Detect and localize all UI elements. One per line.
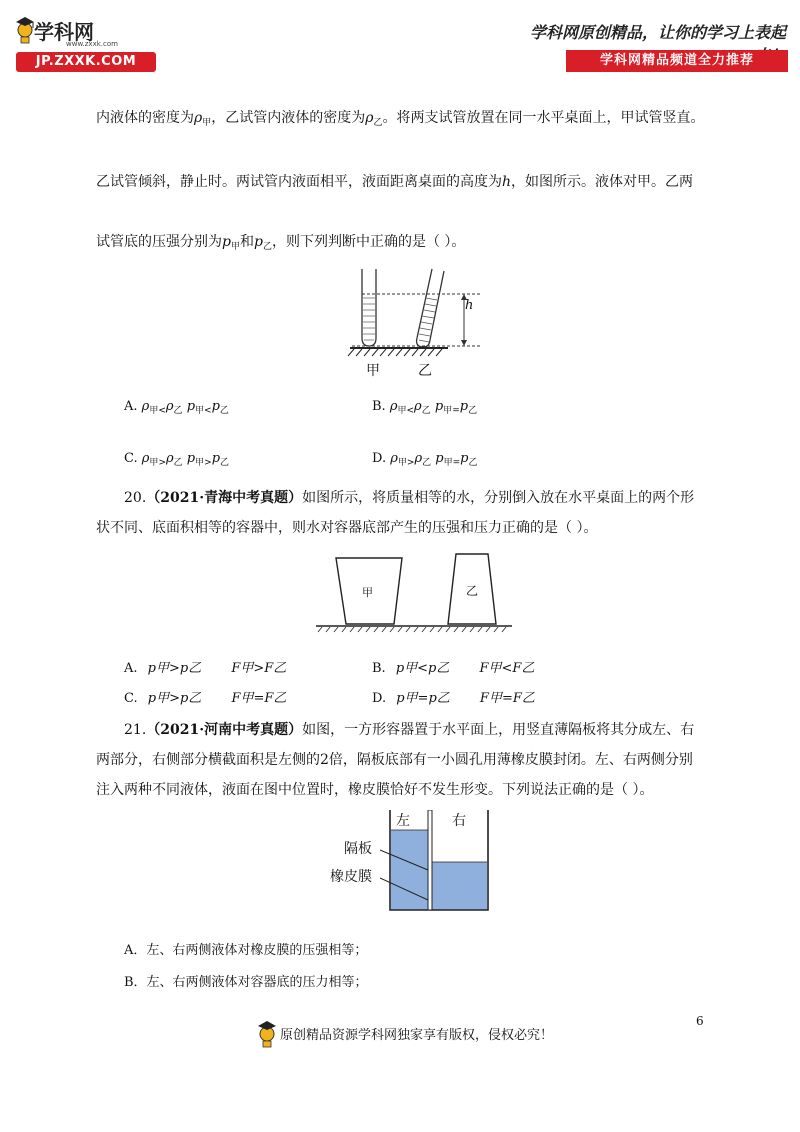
relation: < [204, 406, 212, 416]
rho-symbol: ρ [389, 399, 398, 414]
relation: = [452, 406, 460, 416]
option-pressure: p甲>p乙 [147, 691, 202, 706]
q19-text: 试管底的压强分别为 [96, 234, 222, 250]
option-label: B. [372, 661, 386, 676]
footer-copyright: 原创精品资源学科网独家享有版权，侵权必究！ [280, 1028, 554, 1043]
rho-symbol: ρ [165, 399, 174, 414]
subscript: 乙 [468, 406, 478, 416]
option-label: B. [372, 399, 386, 414]
subscript: 甲 [397, 458, 407, 468]
q19-text: 。将两支试管放置在同一水平桌面上，甲试管竖直。 [382, 110, 705, 126]
option-pressure: p甲<p乙 [395, 661, 450, 676]
q21-option-a[interactable]: A．左、右两侧液体对橡皮膜的压强相等； [124, 943, 368, 958]
q20-containers-figure [316, 550, 512, 636]
subscript: 甲 [230, 242, 240, 252]
q19-text: ，则下列判断中正确的是（ ）。 [271, 234, 466, 250]
q20-option-d[interactable] [372, 690, 535, 708]
relation: > [158, 458, 166, 468]
logo-url-badge: JP.ZXXK.COM [16, 52, 156, 72]
subscript: 乙 [422, 458, 432, 468]
relation: > [406, 458, 415, 468]
rho-symbol: ρ [141, 451, 150, 466]
q19-text: 乙试管倾斜，静止时。两试管内液面相平，液面距离桌面的高度为 [96, 174, 502, 190]
q20-fig-label-jia: 甲 [362, 586, 373, 599]
header-recommend-badge: 学科网精品频道全力推荐 [566, 50, 788, 72]
q19-fig-label-yi: 乙 [418, 363, 432, 379]
q20-line-1 [124, 488, 694, 508]
rho-symbol: ρ [141, 399, 150, 414]
q20-fig-label-yi: 乙 [466, 584, 479, 598]
rho-symbol: ρ [194, 110, 203, 126]
option-pressure: p甲=p乙 [396, 691, 450, 706]
subscript: 甲 [443, 406, 453, 416]
option-label: C. [124, 451, 138, 466]
q19-text: ，乙试管内液体的密度为 [211, 110, 366, 126]
subscript: 甲 [195, 458, 205, 468]
pressure-symbol: p [434, 399, 444, 414]
subscript: 乙 [220, 458, 230, 468]
page-number: 6 [696, 1014, 704, 1028]
pressure-symbol: p [186, 451, 196, 466]
footer-logo-icon [256, 1018, 278, 1048]
q21-text: 如图，一方形容器置于水平面上，用竖直薄隔板将其分成左、右 [302, 722, 695, 738]
pressure-symbol: p [222, 234, 231, 250]
subscript: 乙 [219, 406, 229, 416]
pressure-symbol: p [253, 234, 263, 250]
subscript: 乙 [262, 242, 272, 252]
q19-option-a[interactable] [124, 398, 229, 417]
subscript: 甲 [397, 406, 407, 416]
question-source: （2021·青海中考真题） [146, 490, 303, 506]
option-force: F甲>F乙 [231, 661, 287, 676]
q21-fig-right-label: 右 [452, 813, 466, 829]
height-symbol: h [502, 174, 512, 190]
q19-line-2 [96, 172, 693, 192]
q19-text: 内液体的密度为 [96, 110, 194, 126]
rho-symbol: ρ [365, 110, 374, 126]
option-label: A. [124, 399, 138, 414]
option-label: D. [372, 451, 387, 466]
relation: < [406, 406, 415, 416]
question-number: 21. [124, 722, 147, 738]
option-force: F甲=F乙 [479, 691, 535, 706]
pressure-symbol: p [186, 399, 196, 414]
q19-option-b[interactable] [372, 398, 477, 417]
q19-text: ，如图所示。液体对甲。乙两 [511, 174, 694, 190]
subscript: 乙 [468, 458, 478, 468]
rho-symbol: ρ [414, 399, 422, 414]
logo-text: 学科网 [34, 20, 94, 44]
subscript: 乙 [421, 406, 431, 416]
question-source: （2021·河南中考真题） [146, 722, 303, 738]
logo-icon [14, 14, 36, 44]
q21-line-1 [124, 720, 694, 740]
subscript: 乙 [173, 406, 183, 416]
relation: = [452, 458, 461, 468]
subscript: 乙 [373, 118, 383, 128]
q19-option-c[interactable] [124, 450, 229, 469]
q21-line-2: 两部分，右侧部分横截面积是左侧的2倍，隔板底部有一小圆孔用薄橡皮膜封闭。左、右两侧分别 [96, 752, 693, 768]
pressure-symbol: p [211, 399, 220, 414]
option-label: A. [124, 661, 138, 676]
rho-symbol: ρ [414, 451, 423, 466]
pressure-symbol: p [460, 451, 469, 466]
subscript: 乙 [173, 458, 183, 468]
subscript: 甲 [149, 406, 159, 416]
pressure-symbol: p [211, 451, 221, 466]
q21-fig-membrane-label: 橡皮膜 [330, 869, 372, 885]
option-label: C. [124, 691, 138, 706]
q19-fig-h-label: h [465, 298, 474, 313]
q19-line-1 [96, 108, 705, 130]
option-force: F甲<F乙 [479, 661, 535, 676]
logo-subtext: www.zxxk.com [66, 40, 118, 48]
subscript: 甲 [195, 406, 205, 416]
q20-option-c[interactable] [124, 690, 286, 708]
relation: < [158, 406, 166, 416]
subscript: 甲 [443, 458, 453, 468]
rho-symbol: ρ [390, 451, 398, 466]
subscript: 甲 [202, 118, 212, 128]
q20-text: 如图所示，将质量相等的水，分别倒入放在水平桌面上的两个形 [302, 490, 695, 506]
q19-text: 和 [239, 234, 254, 250]
q19-fig-label-jia: 甲 [366, 363, 380, 379]
q19-line-3 [96, 232, 465, 254]
q19-option-d[interactable] [372, 450, 478, 469]
q21-option-b[interactable]: B．左、右两侧液体对容器底的压力相等； [124, 975, 368, 990]
q20-line-2: 状不同、底面积相等的容器中，则水对容器底部产生的压强和压力正确的是（ ）。 [96, 520, 598, 536]
q20-option-b[interactable] [372, 660, 534, 678]
rho-symbol: ρ [165, 451, 174, 466]
header-slogan: 学科网原创精品，让你的学习上表起 [529, 23, 786, 42]
q21-fig-partition-label: 隔板 [344, 841, 372, 857]
subscript: 甲 [149, 458, 159, 468]
pressure-symbol: p [435, 451, 444, 466]
q21-fig-left-label: 左 [396, 813, 410, 829]
q20-option-a[interactable] [124, 660, 286, 678]
option-label: D. [372, 691, 387, 706]
relation: > [204, 458, 212, 468]
pressure-symbol: p [459, 399, 469, 414]
question-number: 20. [124, 490, 147, 506]
option-pressure: p甲>p乙 [147, 661, 202, 676]
option-force: F甲=F乙 [231, 691, 287, 706]
q21-line-3: 注入两种不同液体，液面在图中位置时，橡皮膜恰好不发生形变。下列说法正确的是（ ）。 [96, 782, 654, 798]
